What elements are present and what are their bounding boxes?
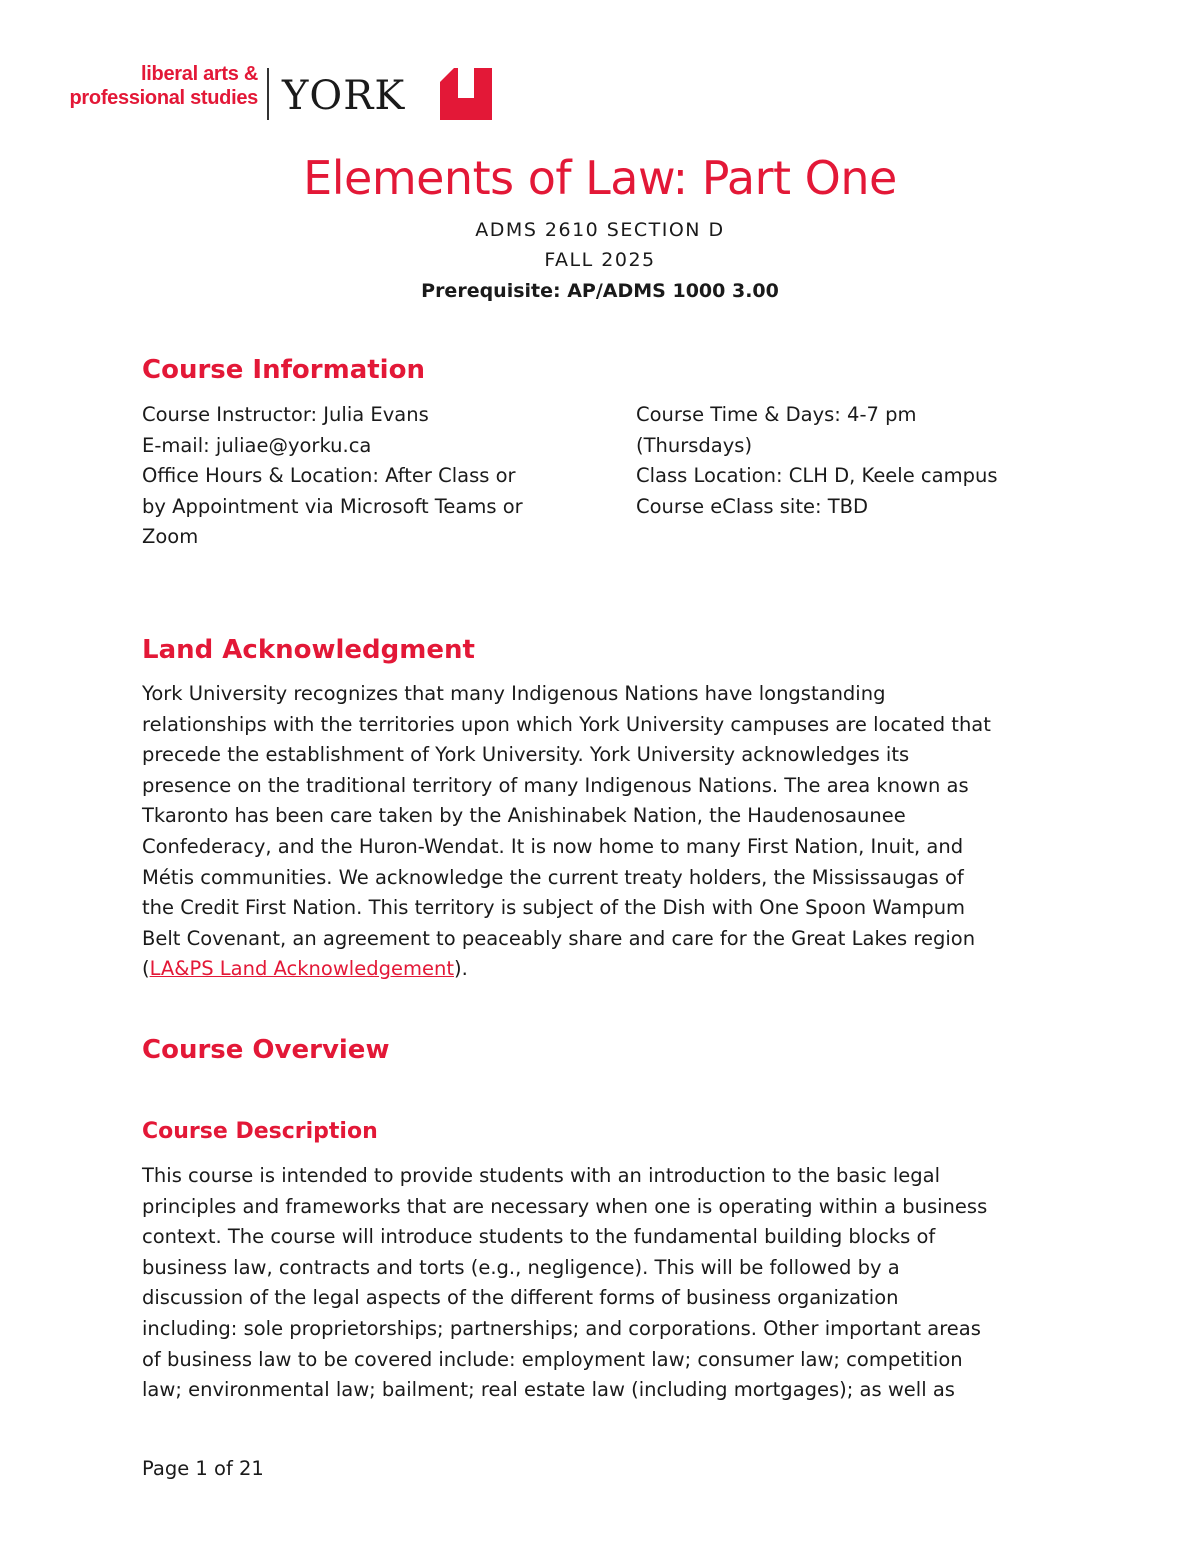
logo-divider	[267, 68, 269, 120]
course-overview-heading: Course Overview	[142, 1035, 390, 1065]
paragraph-line: principles and frameworks that are necessary when one is operating within a business	[142, 1194, 988, 1218]
paragraph-line: York University recognizes that many Indigenous Nations have longstanding	[142, 682, 886, 705]
paragraph-line: Belt Covenant, an agreement to peaceably share and care for the Great Lakes region	[142, 926, 976, 950]
course-information-heading: Course Information	[142, 355, 425, 385]
office-hours-line-cont: by Appointment via Microsoft Teams or	[142, 494, 523, 518]
course-description-paragraph	[142, 1161, 1082, 1406]
paragraph-line: business law, contracts and torts (e.g., negligence). This will be followed by a	[142, 1255, 900, 1279]
paragraph-line: of business law to be covered include: employment law; consumer law; competition	[142, 1347, 963, 1371]
page-number: Page 1 of 21	[142, 1457, 264, 1480]
york-wordmark: YORK	[282, 73, 406, 119]
land-acknowledgment-heading: Land Acknowledgment	[142, 635, 475, 665]
course-info-left-column	[142, 400, 572, 553]
faculty-name-line1: liberal arts &	[141, 63, 258, 85]
paragraph-line: the Credit First Nation. This territory is subject of the Dish with One Spoon Wampum	[142, 896, 966, 920]
paragraph-line: law; environmental law; bailment; real estate law (including mortgages); as well as	[142, 1378, 955, 1402]
paragraph-line: This course is intended to provide students with an introduction to the basic legal	[142, 1164, 941, 1187]
course-term: FALL 2025	[544, 249, 656, 271]
course-code: ADMS 2610 SECTION D	[475, 219, 725, 241]
paragraph-line: Métis communities. We acknowledge the current treaty holders, the Mississaugas of	[142, 865, 964, 889]
paragraph-line-with-link	[142, 954, 1082, 985]
paragraph-line: precede the establishment of York University. York University acknowledges its	[142, 743, 910, 767]
eclass-site-line: Course eClass site: TBD	[636, 494, 869, 518]
office-hours-line: Office Hours & Location: After Class or	[142, 464, 516, 488]
faculty-name	[42, 62, 258, 110]
york-lapss-logo	[42, 62, 502, 120]
open-paren: (	[142, 957, 150, 981]
paragraph-line: discussion of the legal aspects of the different forms of business organization	[142, 1286, 899, 1310]
paragraph-line: Confederacy, and the Huron-Wendat. It is now home to many First Nation, Inuit, and	[142, 834, 964, 858]
course-description-heading: Course Description	[142, 1119, 378, 1144]
paragraph-line: including: sole proprietorships; partnerships; and corporations. Other important areas	[142, 1316, 981, 1340]
office-hours-line-end: Zoom	[142, 525, 199, 549]
page-title: Elements of Law: Part One	[303, 151, 897, 205]
class-location-line: Class Location: CLH D, Keele campus	[636, 464, 998, 488]
land-acknowledgement-link[interactable]: LA&PS Land Acknowledgement	[149, 957, 454, 981]
course-days-line: (Thursdays)	[636, 433, 753, 457]
paragraph-line: context. The course will introduce students to the fundamental building blocks of	[142, 1225, 936, 1249]
close-paren: ).	[453, 957, 468, 981]
course-time-line: Course Time & Days: 4-7 pm	[636, 403, 917, 426]
paragraph-line: relationships with the territories upon which York University campuses are located that	[142, 712, 991, 736]
land-acknowledgment-paragraph	[142, 679, 1082, 985]
prerequisite: Prerequisite: AP/ADMS 1000 3.00	[421, 280, 779, 302]
instructor-line: Course Instructor: Julia Evans	[142, 403, 429, 426]
paragraph-line: presence on the traditional territory of many Indigenous Nations. The area known as	[142, 773, 969, 797]
paragraph-line: Tkaronto has been care taken by the Anishinabek Nation, the Haudenosaunee	[142, 804, 906, 828]
faculty-name-line2: professional studies	[69, 87, 258, 109]
email-line: E-mail: juliae@yorku.ca	[142, 433, 372, 457]
course-info-right-column	[636, 400, 1066, 522]
york-u-icon	[440, 68, 492, 120]
